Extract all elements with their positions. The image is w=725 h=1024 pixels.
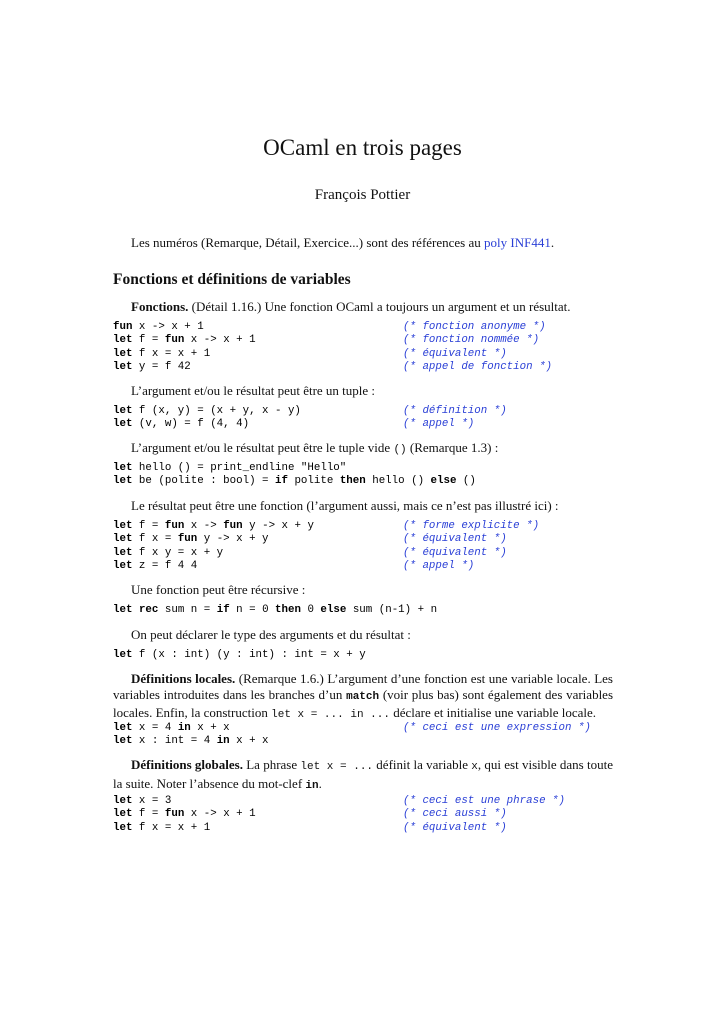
code-text: let f = fun x -> fun y -> x + y	[113, 520, 314, 532]
code-comment: (* appel de fonction *)	[403, 361, 553, 374]
code-line	[113, 462, 476, 475]
paragraph-label: Définitions locales.	[131, 671, 236, 686]
code-line	[113, 649, 366, 662]
code-block-1	[113, 321, 553, 375]
code-line	[113, 418, 475, 431]
paragraph-text: (voir plus bas) sont également des variables locales. Enfin, la construction	[113, 686, 614, 720]
code-line	[113, 347, 507, 361]
code-text: let (v, w) = f (4, 4)	[113, 418, 250, 431]
code-text: let f = fun x -> x + 1	[113, 808, 256, 821]
code-line	[113, 361, 553, 374]
code-text: let f x y = x + y	[113, 546, 224, 559]
code-block-6	[113, 649, 366, 662]
code-comment: (* équivalent *)	[403, 347, 507, 360]
code-text: let be (polite : bool) = if polite then hello () else ()	[113, 475, 476, 488]
code-text: let z = f 4 4	[113, 560, 198, 573]
paragraph-text: (Remarque 1.6.) L’argument d’une fonction est une variable locale. Les variables introduites dans les branches d’un	[113, 671, 613, 702]
code-text: let rec sum n = if n = 0 then 0 else sum (n-1) + n	[113, 604, 438, 616]
paragraph-text: définit la variable	[373, 757, 472, 772]
page-title: OCaml en trois pages	[263, 135, 462, 160]
code-text: let f x = fun y -> x + y	[113, 533, 269, 546]
paragraph-recursive: Une fonction peut être récursive :	[131, 582, 306, 597]
code-line	[113, 533, 507, 546]
code-line	[113, 334, 540, 347]
paragraph-definitions-globales	[113, 757, 613, 794]
paragraph-text: .	[318, 775, 322, 791]
intro-end: .	[550, 235, 555, 250]
code-comment: (* équivalent *)	[403, 546, 507, 559]
paragraph-types: On peut déclarer le type des arguments et du résultat :	[131, 627, 411, 642]
inline-code-let-in: let x = ... in ...	[271, 709, 390, 721]
inline-code-in: in	[305, 779, 319, 792]
code-block-2	[113, 405, 507, 432]
code-block-3	[113, 462, 476, 489]
intro-paragraph	[131, 235, 554, 251]
paragraph-text: La phrase	[242, 757, 301, 772]
code-text: let f (x : int) (y : int) : int = x + y	[113, 649, 366, 661]
paragraph-fonctions	[131, 299, 571, 315]
code-comment: (* équivalent *)	[403, 533, 507, 546]
intro-text: Les numéros (Remarque, Détail, Exercice...) sont des références au	[131, 235, 485, 250]
paragraph-text-end: (Remarque 1.3) :	[406, 440, 499, 455]
code-comment: (* équivalent *)	[403, 821, 507, 834]
code-line	[113, 821, 507, 835]
code-line	[113, 321, 546, 334]
code-comment: (* appel *)	[403, 560, 475, 573]
inline-code: ()	[393, 444, 407, 456]
paragraph-text: L’argument et/ou le résultat peut être le tuple vide	[131, 440, 394, 455]
code-text: let y = f 42	[113, 361, 191, 374]
code-comment: (* ceci aussi *)	[403, 808, 507, 821]
code-line	[113, 735, 269, 748]
code-block-5	[113, 604, 437, 617]
code-text: let f (x, y) = (x + y, x - y)	[113, 405, 301, 417]
code-block-4	[113, 520, 540, 574]
paragraph-resultat-fonction: Le résultat peut être une fonction (l’argument aussi, mais ce n’est pas illustré ici) :	[131, 498, 559, 513]
code-comment: (* définition *)	[403, 405, 507, 417]
code-text: let f x = x + 1	[113, 821, 211, 834]
paragraph-text: déclare et initialise une variable locale.	[389, 705, 597, 720]
code-block-7	[113, 722, 591, 749]
inline-code-match: match	[346, 690, 380, 703]
inline-code-let: let x = ...	[300, 761, 374, 773]
code-line	[113, 808, 507, 821]
code-line	[113, 560, 475, 573]
poly-link[interactable]: poly INF441	[484, 235, 551, 250]
code-text: let x : int = 4 in x + x	[113, 735, 269, 748]
paragraph-label: Définitions globales.	[131, 757, 243, 772]
paragraph-tuple: L’argument et/ou le résultat peut être un tuple :	[131, 383, 376, 398]
paragraph-text: , qui est visible dans toute la suite. Noter l’absence du mot-clef	[113, 757, 613, 791]
paragraph-tuple-vide	[131, 440, 498, 456]
code-text: let hello () = print_endline "Hello"	[113, 462, 347, 474]
code-block-8	[113, 795, 565, 835]
code-line	[113, 475, 476, 488]
code-comment: (* appel *)	[403, 418, 475, 431]
code-text: let x = 3	[113, 795, 172, 807]
code-comment: (* ceci est une phrase *)	[403, 795, 565, 807]
code-line	[113, 795, 565, 808]
author: François Pottier	[314, 187, 411, 203]
code-comment: (* fonction anonyme *)	[403, 321, 546, 333]
paragraph-label: Fonctions.	[131, 299, 189, 314]
code-text: let x = 4 in x + x	[113, 722, 230, 734]
code-comment: (* fonction nommée *)	[403, 334, 540, 347]
code-line	[113, 604, 437, 617]
paragraph-text: (Détail 1.16.) Une fonction OCaml a toujours un argument et un résultat.	[188, 299, 571, 314]
code-line	[113, 520, 540, 533]
code-comment: (* ceci est une expression *)	[403, 722, 591, 734]
section-heading: Fonctions et définitions de variables	[113, 271, 351, 288]
code-line	[113, 405, 507, 418]
paragraph-definitions-locales	[113, 671, 613, 724]
code-comment: (* forme explicite *)	[403, 520, 540, 532]
inline-code-x: x	[471, 761, 478, 773]
code-text: let f = fun x -> x + 1	[113, 334, 256, 347]
code-text: fun x -> x + 1	[113, 321, 204, 333]
code-line	[113, 722, 591, 735]
code-text: let f x = x + 1	[113, 347, 211, 360]
code-line	[113, 546, 507, 560]
